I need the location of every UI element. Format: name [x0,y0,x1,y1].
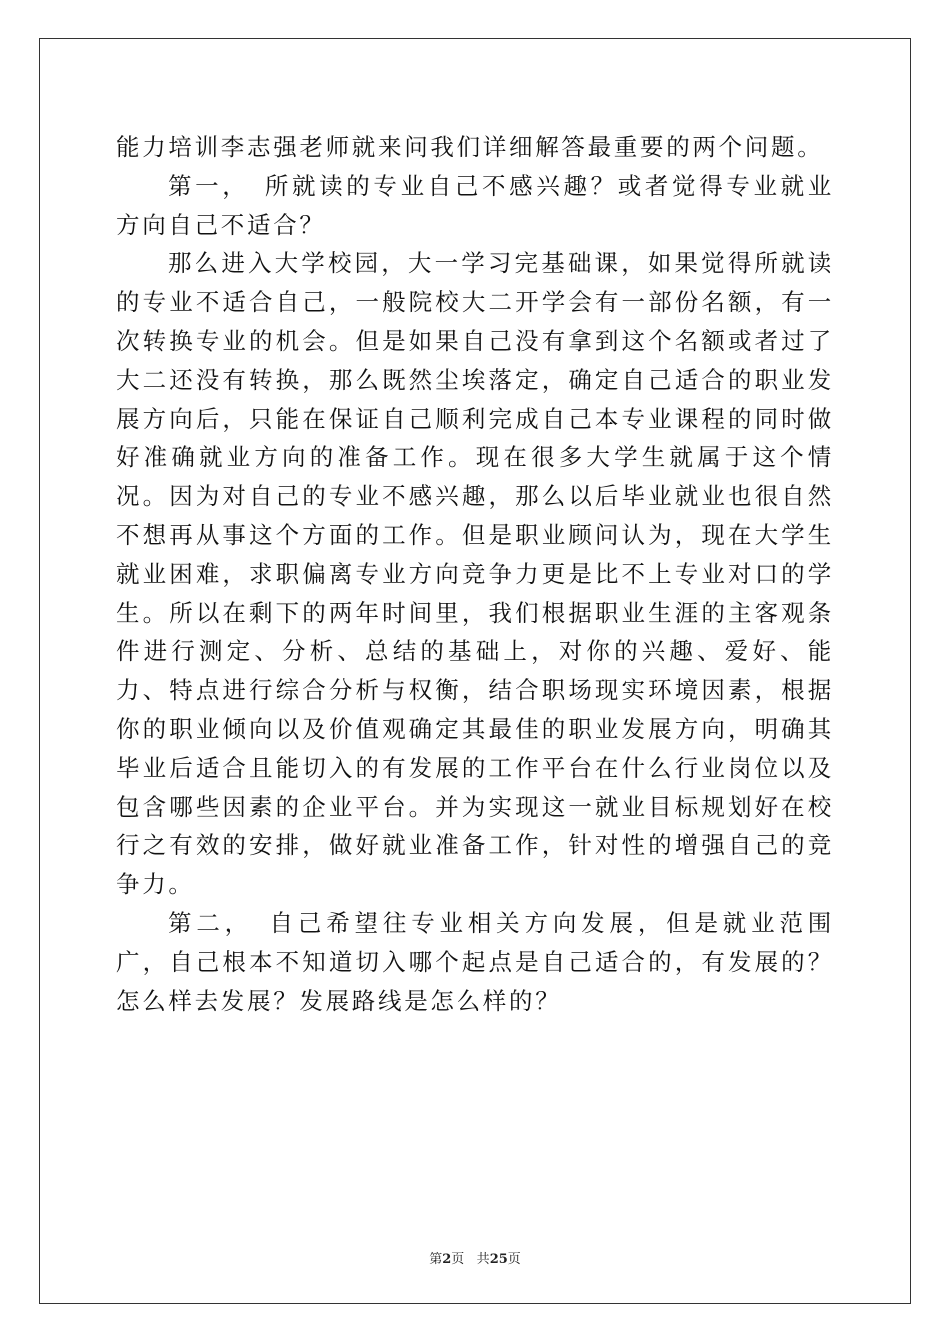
paragraph-question-one: 第一， 所就读的专业自己不感兴趣？或者觉得专业就业方向自己不适合？ [116,171,834,239]
paragraph-question-two: 第二， 自己希望往专业相关方向发展，但是就业范围广，自己根本不知道切入哪个起点是自己适合的，有发展的？怎么样去发展？发展路线是怎么样的？ [116,908,834,1015]
footer-total-prefix: 共 [476,1252,490,1267]
footer-total-pages: 25 [489,1252,508,1267]
paragraph-answer-one: 那么进入大学校园，大一学习完基础课，如果觉得所就读的专业不适合自己，一般院校大二开学会有一部份名额，有一次转换专业的机会。但是如果自己没有拿到这个名额或者过了大二还没有转换，那么既然尘埃落定，确定自己适合的职业发展方向后，只能在保证自己顺利完成自己本专业课程的同时做好准确就业方向的准备工作。现在很多大学生就属于这个情况。因为对自己的专业不感兴趣，那么以后毕业就业也很自然不想再从事这个方面的工作。但是职业顾问认为，现在大学生就业困难，求职偏离专业方向竞争力更是比不上专业对口的学生。所以在剩下的两年时间里，我们根据职业生涯的主客观条件进行测定、分析、总结的基础上，对你的兴趣、爱好、能力、特点进行综合分析与权衡，结合职场现实环境因素，根据你的职业倾向以及价值观确定其最佳的职业发展方向，明确其毕业后适合且能切入的有发展的工作平台在什么行业岗位以及包含哪些因素的企业平台。并为实现这一就业目标规划好在校行之有效的安排，做好就业准备工作，针对性的增强自己的竞争力。 [116,249,834,899]
paragraph-intro: 能力培训李志强老师就来问我们详细解答最重要的两个问题。 [116,133,824,161]
page-number-footer [0,1248,950,1267]
footer-page-unit: 页 [451,1252,465,1267]
footer-total-unit: 页 [507,1252,521,1267]
document-body [116,128,834,1020]
footer-current-page: 2 [442,1252,452,1267]
footer-prefix: 第 [429,1252,443,1267]
